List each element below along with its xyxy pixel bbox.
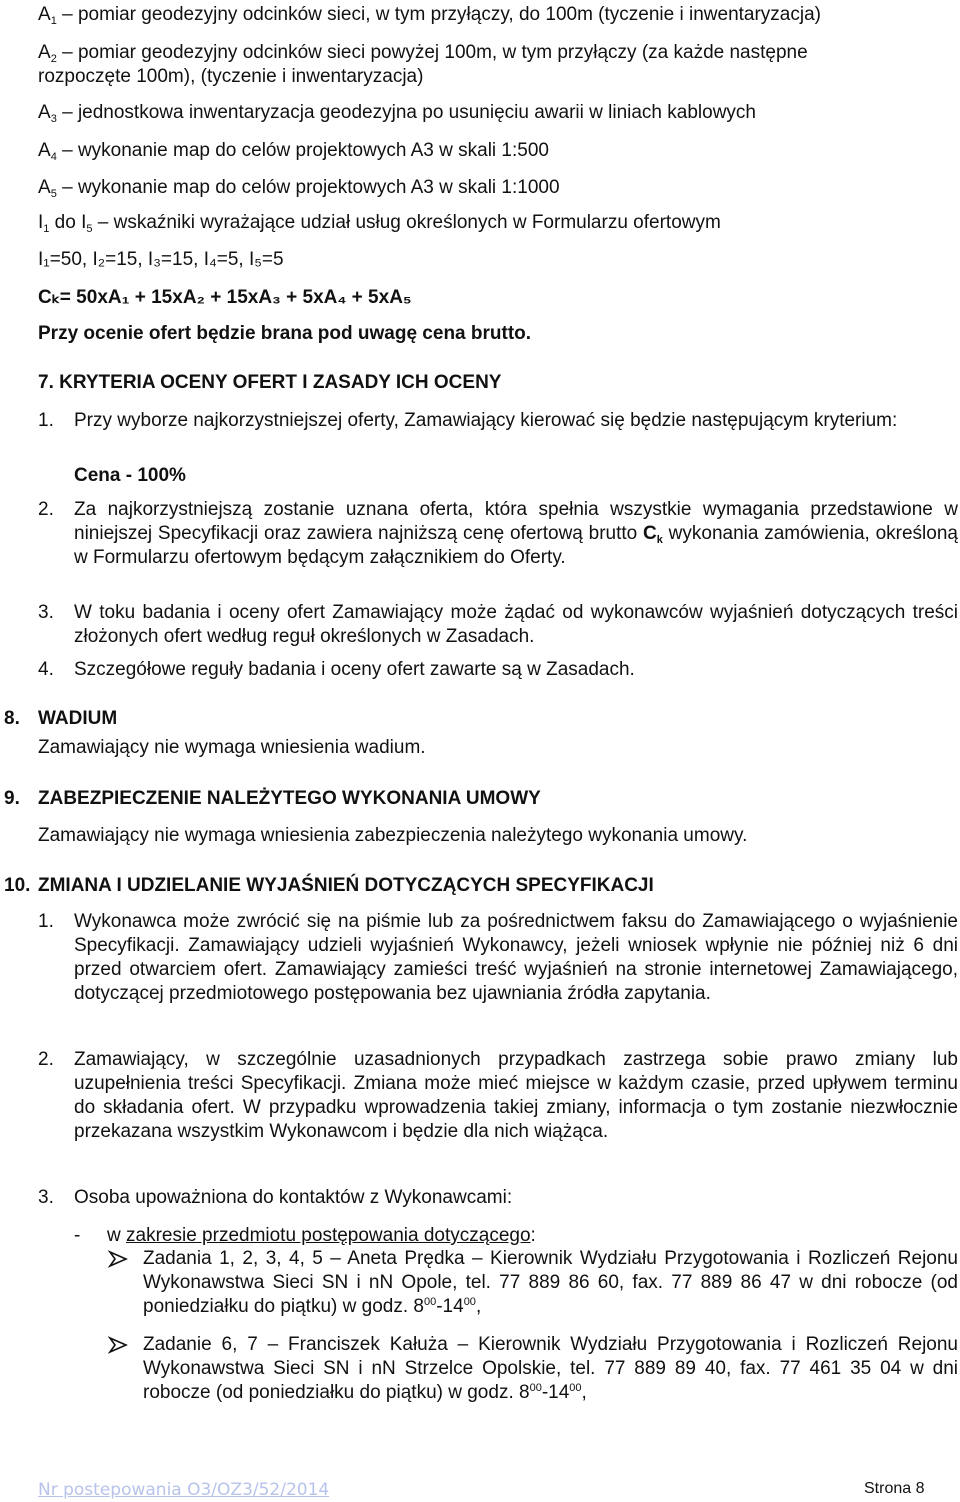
a1-text: pomiar geodezyjny odcinków sieci, w tym przyłączy, do 100m (tyczenie i inwentaryzacja): [77, 4, 821, 25]
section8-title: WADIUM: [38, 708, 118, 729]
bullet2-sup1: 00: [529, 1382, 542, 1394]
bullet2-end: ,: [581, 1382, 587, 1403]
section10-title: ZMIANA I UDZIELANIE WYJAŚNIEŃ DOTYCZĄCYCH SPECYFIKACJI: [38, 875, 654, 896]
line-a5: $A_5$ – wykonanie map do celów projektowych A3 w skali 1:1000: [38, 177, 560, 200]
s10-item3-num: 3.: [38, 1187, 54, 1208]
section9-number: 9.: [4, 788, 20, 809]
s7-item2-paragraph: [74, 498, 958, 570]
s7-item3-text: W toku badania i oceny ofert Zamawiający może żądać od wykonawców wyjaśnień dotyczących treści złożonych ofert według reguł określonych w Zasadach.: [74, 602, 958, 647]
s7-item4-num: 4.: [38, 659, 54, 680]
bullet1-sup1: 00: [423, 1296, 437, 1308]
s7-item3-num: 3.: [38, 602, 54, 623]
s10-dash: -: [74, 1225, 81, 1246]
bullet2-sup2: 00: [569, 1382, 582, 1394]
line-a2: $A_2$ – pomiar geodezyjny odcinków sieci powyżej 100m, w tym przyłączy (za każde następne: [38, 42, 808, 65]
s10-dash-underlined: zakresie przedmiotu postępowania dotyczącego: [126, 1225, 531, 1246]
s7-item2-num: 2.: [38, 499, 54, 520]
section7-heading: [38, 371, 501, 395]
s10-item2-num: 2.: [38, 1049, 54, 1070]
bullet2-paragraph: [143, 1333, 958, 1405]
s7-item1-text: Przy wyborze najkorzystniejszej oferty, Zamawiający kierować się będzie następującym kryterium:: [74, 410, 898, 431]
footer-page-number: 8: [915, 1480, 925, 1497]
line-a3: $A_3$ – jednostkowa inwentaryzacja geodezyjna po usunięciu awarii w liniach kablowych: [38, 102, 756, 125]
section7-title: KRYTERIA OCENY OFERT I ZASADY ICH OCENY: [59, 372, 502, 393]
section9-text: Zamawiający nie wymaga wniesienia zabezpieczenia należytego wykonania umowy.: [38, 825, 748, 846]
bullet1-end: ,: [475, 1296, 482, 1317]
bullet1-paragraph: [143, 1247, 958, 1319]
arrow-bullet-icon: [108, 1336, 130, 1354]
line-a4: $A_4$ – wykonanie map do celów projektowych A3 w skali 1:500: [38, 140, 549, 163]
section8-text: Zamawiający nie wymaga wniesienia wadium.: [38, 737, 426, 758]
s7-item2-ck: $C_k$: [643, 523, 663, 546]
bullet1-mid: -14: [436, 1296, 464, 1317]
a5-text: wykonanie map do celów projektowych A3 w skali 1:1000: [77, 177, 560, 198]
a2-text: pomiar geodezyjny odcinków sieci powyżej 100m, w tym przyłączy (za każde następne: [77, 42, 808, 63]
s10-item1-text: Wykonawca może zwrócić się na piśmie lub za pośrednictwem faksu do Zamawiającego o wyjaśnienie Specyfikacji. Zamawiający udzieli wyjaśnień Wykonawcy, jeżeli wniosek wpłynie nie później niż 6 dni przed otwarciem ofert. Zamawiający zamieści treść wyjaśnień na stronie internetowej Zamawiającego, dotyczącej przedmiotowego postępowania bez ujawniania źródła zapytania.: [74, 911, 958, 1004]
footer-page-label: Strona: [864, 1480, 912, 1497]
section10-number: 10.: [4, 875, 31, 896]
s10-item2-text: Zamawiający, w szczególnie uzasadnionych przypadkach zastrzega sobie prawo zmiany lub uzupełnienia treści Specyfikacji. Zmiana może mieć miejsce w każdym czasie, przed upływem terminu do składania ofert. W przypadku wprowadzenia takiej zmiany, informacja o tym zostanie niezwłocznie przekazana wszystkim Wykonawcom i będzie dla nich wiążąca.: [74, 1049, 958, 1142]
bullet1-text: Zadania 1, 2, 3, 4, 5 – Aneta Prędka – Kierownik Wydziału Przygotowania i Rozliczeń Rejonu Wykonawstwa Sieci SN i nN Opole, tel. 77 889 86 60, fax. 77 889 86 47 w dni robocze (od poniedziałku do piątku) w godz. 8: [143, 1248, 958, 1317]
footer-reference[interactable]: Nr postepowania O3/OZ3/52/2014: [38, 1480, 330, 1500]
formula: Cₖ= 50xA₁ + 15xA₂ + 15xA₃ + 5xA₄ + 5xA₅: [38, 287, 412, 308]
section9-title: ZABEZPIECZENIE NALEŻYTEGO WYKONANIA UMOWY: [38, 788, 541, 809]
arrow-bullet-icon: [108, 1250, 130, 1268]
s7-item2-text-cont: wykonania zamówienia, określoną w Formularzu ofertowym będącym załącznikiem do Oferty.: [74, 523, 958, 568]
bullet1-sup2: 00: [463, 1296, 476, 1308]
weights-intro: wskaźniki wyrażające udział usług określonych w Formularzu ofertowym: [113, 212, 721, 233]
a3-text: jednostkowa inwentaryzacja geodezyjna po usunięciu awarii w liniach kablowych: [77, 102, 756, 123]
line-a2-cont: rozpoczęte 100m), (tyczenie i inwentaryzacja): [38, 66, 424, 87]
section8-number: 8.: [4, 708, 20, 729]
bullet2-mid: -14: [541, 1382, 570, 1403]
brutto-note: Przy ocenie ofert będzie brana pod uwagę cena brutto.: [38, 323, 532, 344]
weights-values: I₁=50, I₂=15, I₃=15, I₄=5, I₅=5: [38, 249, 284, 270]
s7-item1-num: 1.: [38, 410, 54, 431]
s7-criterion: Cena - 100%: [74, 465, 186, 486]
s10-dash-suffix: :: [530, 1225, 536, 1246]
weights-intro-line: $I_1$ do $I_5$ – wskaźniki wyrażające udział usług określonych w Formularzu ofertowym: [38, 212, 721, 235]
bullet2-text: Zadanie 6, 7 – Franciszek Kałuża – Kierownik Wydziału Przygotowania i Rozliczeń Rejonu Wykonawstwa Sieci SN i nN Strzelce Opolskie, tel. 77 889 89 40, fax. 77 461 35 04 w dni robocze (od poniedziałku do piątku) w godz. 8: [143, 1334, 958, 1403]
s10-item1-num: 1.: [38, 911, 54, 932]
s10-dash-line: [107, 1224, 536, 1248]
section7-number: 7.: [38, 372, 54, 393]
s10-dash-prefix: w: [107, 1225, 121, 1246]
s7-item4-text: Szczegółowe reguły badania i oceny ofert zawarte są w Zasadach.: [74, 659, 635, 680]
s7-item2-text: Za najkorzystniejszą zostanie uznana oferta, która spełnia wszystkie wymagania przedstawione w niniejszej Specyfikacji oraz zawiera najniższą cenę ofertową brutto: [74, 499, 958, 544]
line-a1: $A_1$ – pomiar geodezyjny odcinków sieci, w tym przyłączy, do 100m (tyczenie i inwentaryzacja): [38, 4, 821, 27]
s10-item3-text: Osoba upoważniona do kontaktów z Wykonawcami:: [74, 1187, 513, 1208]
a4-text: wykonanie map do celów projektowych A3 w skali 1:500: [77, 140, 549, 161]
footer-page: [864, 1477, 925, 1501]
